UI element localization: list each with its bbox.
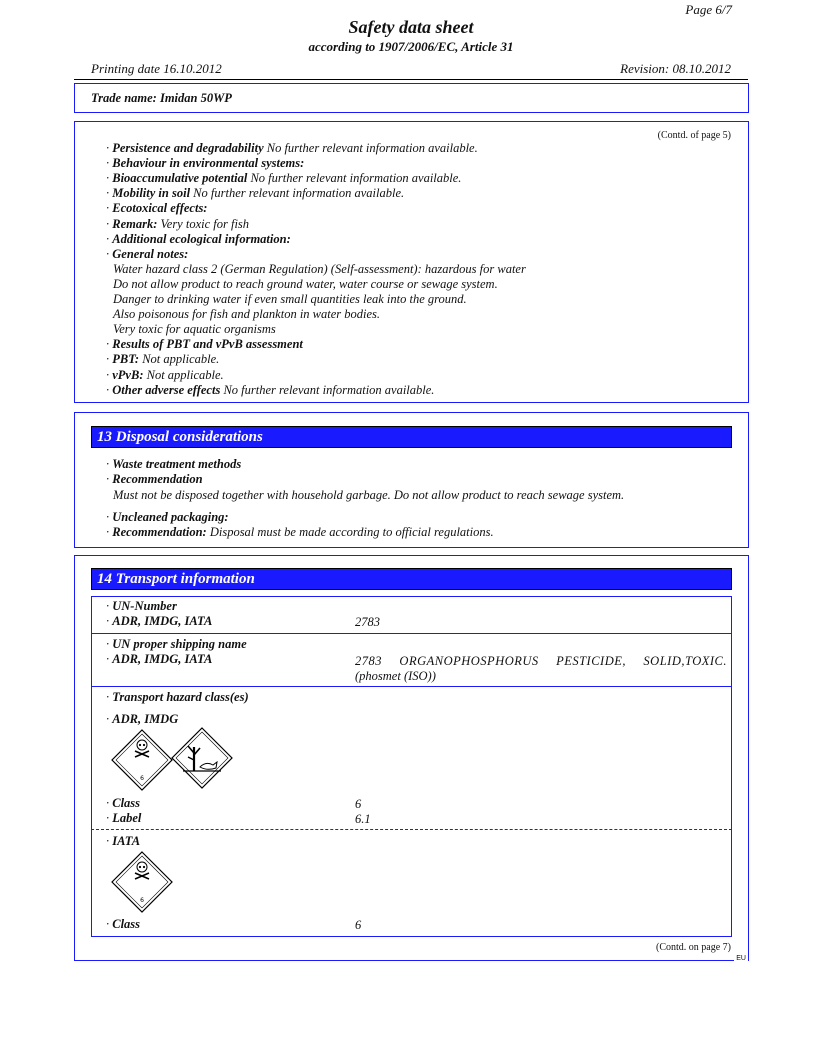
shipping-name-value-2: (phosmet (ISO)) bbox=[355, 669, 436, 683]
page-number: Page 6/7 bbox=[685, 2, 732, 17]
ecology-row: · PBT: Not applicable. bbox=[106, 352, 220, 367]
label-value: 6.1 bbox=[355, 812, 371, 826]
environment-hazard-diamond-icon bbox=[171, 727, 233, 789]
trade-name: Trade name: Imidan 50WP bbox=[91, 91, 232, 105]
trade-name-box bbox=[74, 83, 749, 113]
iata-class-label: · Class bbox=[106, 917, 141, 931]
contd-of-page: (Contd. of page 5) bbox=[657, 130, 731, 141]
general-note: Water hazard class 2 (German Regulation) (Self-assessment): hazardous for water bbox=[113, 261, 526, 276]
recommendation-heading: · Recommendation bbox=[106, 472, 203, 486]
svg-text:6: 6 bbox=[140, 775, 144, 782]
ecology-row: · Bioaccumulative potential No further relevant information available. bbox=[106, 171, 462, 186]
class-label: · Class bbox=[106, 796, 141, 810]
label-label: · Label bbox=[106, 811, 142, 825]
shipping-name-label: · UN proper shipping name bbox=[106, 637, 247, 651]
printing-date: Printing date 16.10.2012 bbox=[91, 61, 222, 76]
dashed-divider bbox=[91, 829, 732, 830]
class-value: 6 bbox=[355, 797, 362, 811]
un-number-value: 2783 bbox=[355, 615, 380, 629]
row-divider bbox=[91, 686, 732, 687]
header-rule bbox=[74, 79, 748, 80]
general-note: Danger to drinking water if even small quantities leak into the ground. bbox=[113, 292, 467, 306]
ecology-row: · vPvB: Not applicable. bbox=[106, 367, 224, 382]
section-14-header: 14 Transport information bbox=[91, 568, 732, 590]
ecology-row: · Results of PBT and vPvB assessment bbox=[106, 337, 303, 352]
un-number-label: · UN-Number bbox=[106, 599, 177, 613]
general-note: Also poisonous for fish and plankton in water bodies. bbox=[113, 307, 381, 322]
iata-class-value: 6 bbox=[355, 918, 362, 932]
ecology-row: · Additional ecological information: bbox=[106, 231, 291, 246]
eu-marker: EU bbox=[736, 955, 746, 962]
waste-treatment-heading: · Waste treatment methods bbox=[106, 457, 242, 471]
un-number-modes: · ADR, IMDG, IATA bbox=[106, 614, 213, 628]
revision-date: Revision: 08.10.2012 bbox=[620, 61, 731, 76]
skull-crossbones-diamond-icon bbox=[111, 851, 173, 913]
skull-crossbones-diamond-icon bbox=[111, 729, 173, 791]
contd-on-page: (Contd. on page 7) bbox=[656, 942, 731, 953]
general-note: Do not allow product to reach ground water, water course or sewage system. bbox=[113, 276, 498, 291]
uncleaned-packaging-heading: · Uncleaned packaging: bbox=[106, 510, 229, 524]
ecology-row: · Other adverse effects No further relevant information available. bbox=[106, 382, 435, 397]
general-note: Very toxic for aquatic organisms bbox=[113, 322, 276, 337]
shipping-name-modes: · ADR, IMDG, IATA bbox=[106, 652, 213, 666]
shipping-name-value: 2783 ORGANOPHOSPHORUS PESTICIDE, SOLID,TOXIC. bbox=[355, 654, 727, 668]
ecology-row: · Ecotoxical effects: bbox=[106, 201, 208, 216]
recommendation-text: Must not be disposed together with household garbage. Do not allow product to reach sewage system. bbox=[113, 488, 625, 502]
adr-imdg-label: · ADR, IMDG bbox=[106, 712, 179, 726]
ecology-row: · Persistence and degradability No further relevant information available. bbox=[106, 141, 478, 155]
ecology-row: · Mobility in soil No further relevant information available. bbox=[106, 186, 405, 201]
ecology-row: · Remark: Very toxic for fish bbox=[106, 216, 250, 231]
document-subtitle: according to 1907/2006/EC, Article 31 bbox=[308, 39, 514, 54]
document-title: Safety data sheet bbox=[348, 17, 474, 37]
iata-label: · IATA bbox=[106, 834, 141, 848]
section-13-header: 13 Disposal considerations bbox=[91, 426, 732, 448]
packaging-recommendation: · Recommendation: Disposal must be made according to official regulations. bbox=[106, 525, 494, 539]
svg-text:6: 6 bbox=[140, 897, 144, 904]
ecology-row: · Behaviour in environmental systems: bbox=[106, 156, 305, 171]
hazard-classes-label: · Transport hazard class(es) bbox=[106, 690, 249, 704]
row-divider bbox=[91, 633, 732, 634]
ecology-row: · General notes: bbox=[106, 246, 189, 261]
